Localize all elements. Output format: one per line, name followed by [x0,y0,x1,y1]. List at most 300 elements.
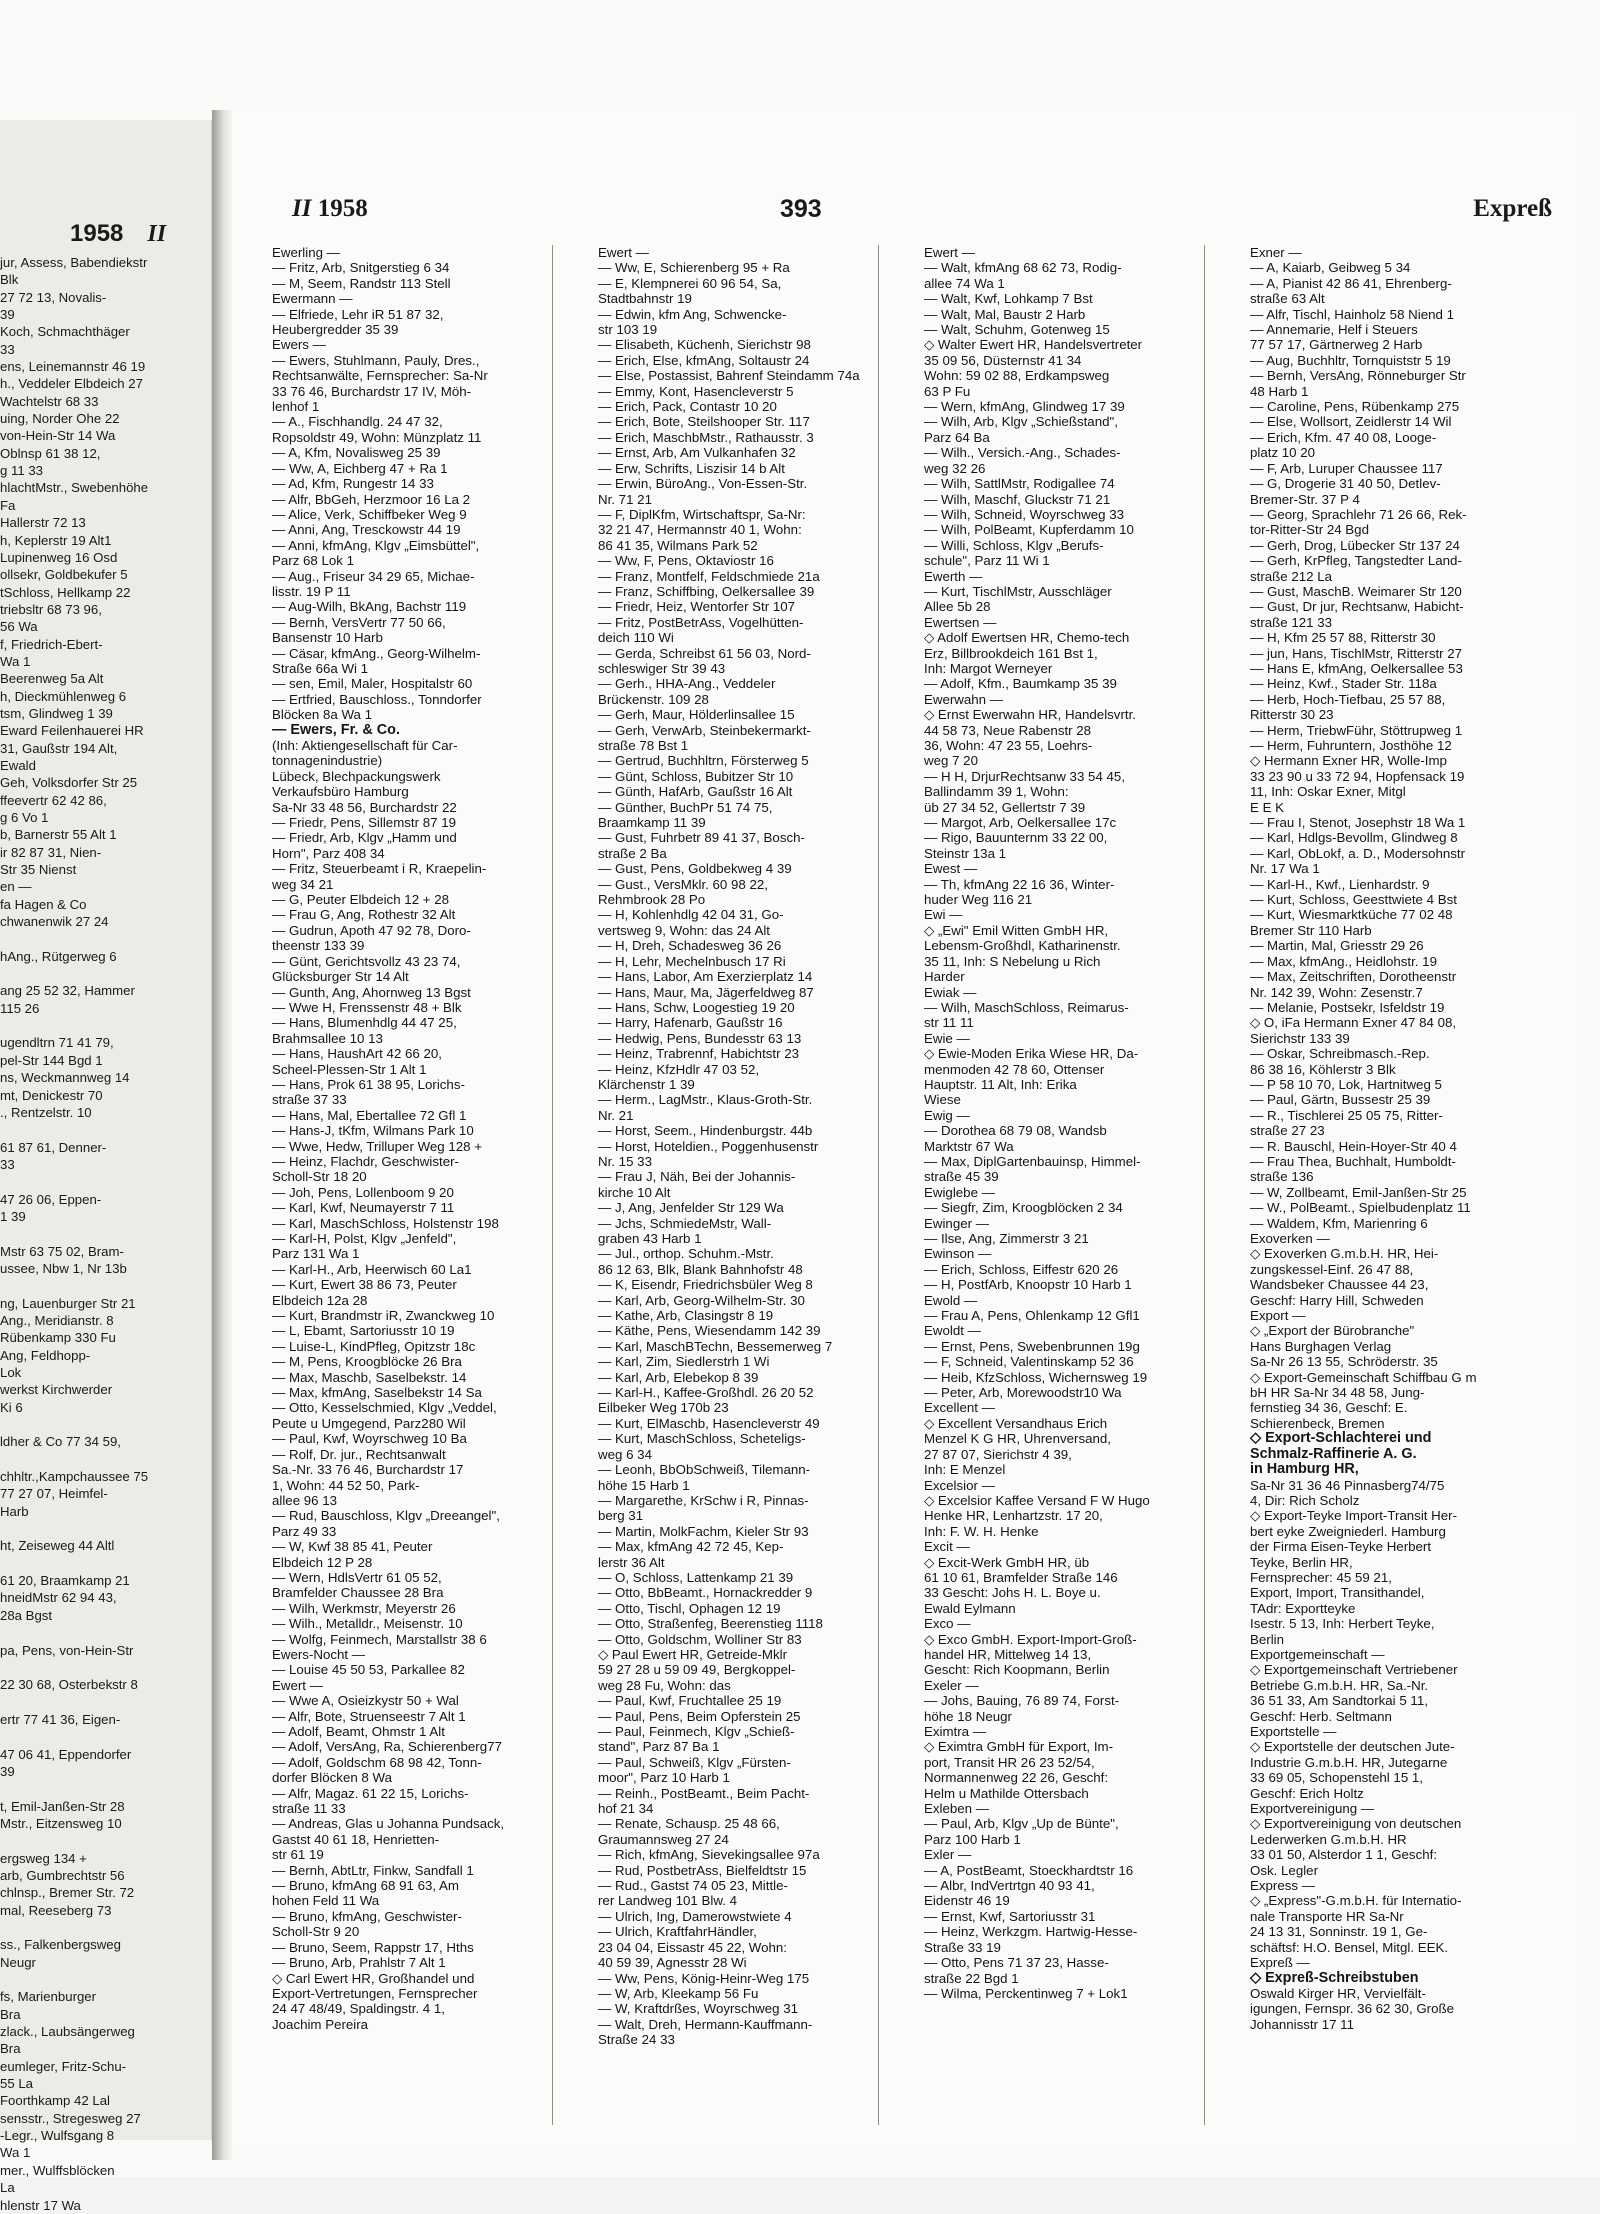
previous-page-line: Str 35 Nienst [0,862,77,878]
previous-page-line: ertr 77 41 36, Eigen- [0,1711,121,1727]
previous-page-line: pa, Pens, von-Hein-Str [0,1642,134,1658]
directory-entry-line: Elbdeich 12 P 28 [272,1554,373,1570]
previous-page-line: 27 72 13, Novalis- [0,289,107,305]
previous-page-line: mt, Denickestr 70 [0,1087,103,1103]
directory-entry-line: Steinstr 13a 1 [924,845,1007,861]
surname-heading: Excellent — [924,1400,995,1416]
directory-entry-line: schule", Parz 11 Wi 1 [924,553,1050,569]
directory-entry-line: — Heinz, Werkzgm. Hartwig-Hesse- [924,1924,1138,1940]
directory-column-3 [924,245,1210,2145]
directory-entry-line: — Edwin, kfm Ang, Schwencke- [598,306,787,322]
previous-page-line: ng, Lauenburger Str 21 [0,1295,136,1311]
directory-column-1 [272,245,558,2145]
directory-entry-line: — W., PolBeamt., Spielbudenplatz 11 [1250,1200,1471,1216]
directory-entry-line: Marktstr 67 Wa [924,1138,1014,1154]
surname-heading: Ewi — [924,907,963,923]
directory-entry-line: — Erw, Schrifts, Liszisir 14 b Alt [598,460,785,476]
directory-entry-line: — Bernh, AbtLtr, Finkw, Sandfall 1 [272,1862,474,1878]
directory-entry-line: straße 121 33 [1250,614,1333,630]
directory-entry-line: — Otto, Kesselschmied, Klgv „Veddel, [272,1400,497,1416]
directory-entry-line: — Wolfg, Feinmech, Marstallstr 38 6 [272,1631,487,1647]
directory-entry-line: Lederwerken G.m.b.H. HR [1250,1831,1407,1847]
directory-entry-line: — Fritz, PostBetrAss, Vogelhütten- [598,614,804,630]
directory-entry-line: — Günth, HafArb, Gaußstr 16 Alt [598,784,793,800]
directory-entry-line: — Margot, Arb, Oelkersallee 17c [924,815,1117,831]
directory-entry-line: — P 58 10 70, Lok, Hartnitweg 5 [1250,1076,1442,1092]
directory-entry-line: — Alfr, Magaz. 61 22 15, Lorichs- [272,1785,469,1801]
directory-entry-line: — Gudrun, Apoth 47 92 78, Doro- [272,922,471,938]
directory-entry-line: 33 69 05, Schopenstehl 15 1, [1250,1770,1423,1786]
directory-entry-line: — Wern, kfmAng, Glindweg 17 39 [924,399,1125,415]
directory-entry-line: — Aug, Buchhltr, Tornquiststr 5 19 [1250,352,1451,368]
directory-entry-line: — Gerh, Maur, Hölderlinsallee 15 [598,707,795,723]
previous-page-line: werkst Kirchwerder [0,1382,113,1398]
surname-heading: Ewold — [924,1292,978,1308]
directory-entry-line: Oswald Kirger HR, Vervielfält- [1250,1985,1426,2001]
previous-page-line [0,1919,212,1936]
directory-entry-line: Graumannsweg 27 24 [598,1831,729,1847]
previous-page-line: 77 27 07, Heimfel- [0,1486,108,1502]
directory-entry-line: rer Landweg 101 Blw. 4 [598,1893,737,1909]
surname-heading: Ewinson — [924,1246,992,1262]
directory-entry-line: — Wilh, PolBeamt, Kupferdamm 10 [924,522,1134,538]
previous-page-line: 115 26 [0,1000,40,1016]
directory-entry-line: — M, Pens, Kroogblöcke 26 Bra [272,1354,462,1370]
directory-entry-line: — Karl, Arb, Elebekop 8 39 [598,1369,759,1385]
directory-entry-line: — Wern, HdlsVertr 61 05 52, [272,1569,442,1585]
directory-entry-line: tonnagenindustrie) [272,753,383,769]
surname-heading: Ewinger — [924,1215,990,1231]
surname-heading: Eximtra — [924,1724,987,1739]
directory-entry-line: — A, Kaiarb, Geibweg 5 34 [1250,260,1411,276]
directory-entry-line: — Erich, Bote, Steilshooper Str. 117 [598,414,810,430]
previous-page-line [0,1451,212,1468]
directory-entry-line: Wandsbeker Chaussee 44 23, [1250,1277,1429,1293]
surname-heading: Ewert — [272,1677,323,1693]
previous-page-line: 61 87 61, Denner- [0,1139,107,1155]
directory-entry-line: Nr. 15 33 [598,1153,652,1169]
directory-entry-line: Henke HR, Lenhartzstr. 17 20, [924,1508,1103,1524]
directory-entry-line: — Otto, Pens 71 37 23, Hasse- [924,1955,1109,1971]
directory-entry-line: — Käthe, Pens, Wiesendamm 142 39 [598,1323,821,1339]
previous-page-line [0,1173,212,1190]
directory-entry-line: ◇ Exportgemeinschaft Vertriebener [1250,1662,1458,1678]
directory-entry-line: straße 78 Bst 1 [598,738,689,753]
previous-page-line: Eward Feilenhauerei HR [0,723,144,739]
previous-page-line: ht, Zeiseweg 44 Altl [0,1538,115,1554]
directory-entry-line: — Wilh., Versich.-Ang., Schades- [924,445,1121,461]
directory-entry-line: — Ulrich, KraftfahrHändler, [598,1924,757,1940]
surname-heading: Ewert — [598,245,649,260]
directory-entry-line: nale Transporte HR Sa-Nr [1250,1908,1404,1924]
directory-entry-line: — Paul, Gärtn, Bussestr 25 39 [1250,1092,1431,1108]
directory-entry-line: lenhof 1 [272,399,320,415]
previous-page-line: g 6 Vo 1 [0,810,49,825]
directory-entry-line: ◇ Export-Teyke Import-Transit Her- [1250,1508,1458,1524]
directory-entry-line: — Alice, Verk, Schiffbeker Weg 9 [272,506,467,522]
directory-entry-line: allee 74 Wa 1 [924,275,1005,291]
directory-entry-line: Bansenstr 10 Harb [272,630,383,646]
directory-entry-line: ◇ Ewie-Moden Erika Wiese HR, Da- [924,1046,1139,1062]
directory-entry-line: Normannenweg 22 26, Geschf: [924,1770,1109,1786]
directory-entry-line: Glücksburger Str 14 Alt [272,969,409,985]
previous-page-line: Oblnsp 61 38 12, [0,445,101,461]
previous-page-line: Rübenkamp 330 Fu [0,1330,116,1346]
previous-page-line: 1 39 [0,1208,26,1224]
directory-entry-line: — E, Klempnerei 60 96 54, Sa, [598,275,782,291]
directory-entry-line: — Fritz, Arb, Snitgerstieg 6 34 [272,260,450,276]
previous-page-line: triebsltr 68 73 96, [0,601,102,617]
directory-entry-line: — A., Fischhandlg. 24 47 32, [272,414,443,430]
directory-entry-line: Schmalz-Raffinerie A. G. [1250,1445,1417,1462]
directory-entry-line: Betriebe G.m.b.H. HR, Sa.-Nr. [1250,1677,1429,1693]
directory-entry-line: Scheel-Plessen-Str 1 Alt 1 [272,1061,427,1077]
directory-entry-line: in Hamburg HR, [1250,1461,1359,1478]
directory-entry-line: 33 23 90 u 33 72 94, Hopfensack 19 [1250,768,1465,784]
previous-page-line: 39 [0,1763,15,1779]
directory-entry-line: — Kurt, Schloss, Geesttwiete 4 Bst [1250,892,1457,908]
directory-entry-line: — Joh, Pens, Lollenboom 9 20 [272,1184,454,1200]
directory-entry-line: — Martin, Mal, Griesstr 29 26 [1250,938,1424,954]
directory-entry-line: — Kurt, Wiesmarktküche 77 02 48 [1250,907,1453,923]
directory-entry-line: — Reinh., PostBeamt., Beim Pacht- [598,1785,810,1801]
surname-heading: Ewie — [924,1030,970,1046]
previous-page-line [0,1121,212,1138]
previous-page-line [0,1555,212,1572]
directory-entry-line: 77 57 17, Gärtnerweg 2 Harb [1250,337,1423,353]
directory-entry-line: Brahmsallee 10 13 [272,1030,383,1046]
previous-page-line: mal, Reeseberg 73 [0,1902,112,1918]
previous-page-line: ss., Falkenbergsweg [0,1937,121,1953]
surname-heading: Exoverken — [1250,1231,1330,1246]
directory-entry-line: — Aug., Friseur 34 29 65, Michae- [272,568,475,584]
book-gutter [212,110,232,2160]
directory-entry-line: — Gertrud, Buchhltrn, Försterweg 5 [598,753,809,769]
directory-entry-line: weg 32 26 [924,460,986,476]
directory-entry-line: — F, DiplKfm, Wirtschaftspr, Sa-Nr: [598,506,806,522]
directory-entry-line: — R., Tischlerei 25 05 75, Ritter- [1250,1107,1443,1123]
directory-entry-line: Industrie G.m.b.H. HR, Jutegarne [1250,1754,1448,1770]
directory-column-2 [598,245,884,2145]
directory-entry-line: straße 2 Ba [598,845,667,861]
directory-entry-line: straße 22 Bgd 1 [924,1970,1019,1986]
directory-entry-line: ◇ Hermann Exner HR, Wolle-Imp [1250,753,1447,769]
directory-entry-line: — Ww, E, Schierenberg 95 + Ra [598,260,790,276]
directory-entry-line: kirche 10 Alt [598,1184,671,1200]
directory-entry-line: — Dorothea 68 79 08, Wandsb [924,1123,1107,1139]
directory-entry-line: str 103 19 [598,322,658,338]
directory-entry-line: — Johs, Bauing, 76 89 74, Forst- [924,1693,1120,1709]
directory-entry-line: — A, PostBeamt, Stoeckhardtstr 16 [924,1862,1134,1878]
directory-entry-line: ◇ O, iFa Hermann Exner 47 84 08, [1250,1015,1457,1031]
previous-page-line: pel-Str 144 Bgd 1 [0,1052,103,1068]
previous-page-line: 47 06 41, Eppendorfer [0,1746,132,1762]
directory-entry-line: zungskessel-Einf. 26 47 88, [1250,1261,1414,1277]
directory-entry-line: ◇ Walter Ewert HR, Handelsvertreter [924,337,1143,353]
directory-entry-line: Ewald Eylmann [924,1600,1016,1616]
previous-page-line: ugendltrn 71 41 79, [0,1035,114,1051]
directory-entry-line: Scholl-Str 18 20 [272,1169,367,1185]
directory-entry-line: — Renate, Schausp. 25 48 66, [598,1816,780,1832]
directory-entry-line: ◇ Exportstelle der deutschen Jute- [1250,1739,1455,1755]
directory-entry-line: ◇ Ernst Ewerwahn HR, Handelsvrtr. [924,707,1136,723]
directory-entry-line: Eidenstr 46 19 [924,1893,1010,1909]
directory-entry-line: — Paul, Arb, Klgv „Up de Bünte", [924,1816,1119,1832]
directory-entry-line: E E K [1250,799,1284,815]
previous-page-line: Hallerstr 72 13 [0,515,86,531]
directory-entry-line: ◇ Export-Schlachterei und [1250,1430,1432,1447]
previous-page-line: Beerenweg 5a Alt [0,671,104,687]
directory-entry-line: — Melanie, Postsekr, Isfeldstr 19 [1250,999,1445,1015]
directory-entry-line: — Ewers, Fr. & Co. [272,721,400,738]
directory-entry-line: 33 76 46, Burchardstr 17 IV, Möh- [272,383,472,399]
directory-entry-line: — Fritz, Steuerbeamt i R, Kraepelin- [272,861,487,877]
directory-entry-line: — Hedwig, Pens, Bundesstr 63 13 [598,1030,802,1046]
directory-entry-line: — A, Kfm, Novalisweg 25 39 [272,445,441,461]
previous-page-line [0,1659,212,1676]
directory-entry-line: 33 Gescht: Johs H. L. Boye u. [924,1585,1101,1601]
directory-column-4 [1250,245,1536,2145]
directory-entry-line: Lebensm-Großhdl, Katharinenstr. [924,938,1121,954]
directory-entry-line: ◇ Exoverken G.m.b.H. HR, Hei- [1250,1246,1439,1262]
directory-entry-line: höhe 15 Harb 1 [598,1477,690,1493]
directory-entry-line: — Max, Zeitschriften, Dorotheenstr [1250,969,1457,985]
directory-entry-line: ◇ Paul Ewert HR, Getreide-Mklr [598,1646,788,1662]
directory-entry-line: Helm u Mathilde Ottersbach [924,1785,1089,1801]
directory-entry-line: — Karl, ObLokf, a. D., Modersohnstr [1250,845,1466,861]
previous-page-line: 31, Gaußstr 194 Alt, [0,740,118,756]
previous-page-line [0,1520,212,1537]
directory-entry-line: — Max, kfmAng, Saselbekstr 14 Sa [272,1385,482,1401]
directory-entry-line: graben 43 Harb 1 [598,1231,702,1246]
surname-heading: Ewers — [272,337,326,353]
directory-entry-line: — Luise-L, KindPfleg, Opitzstr 18c [272,1338,476,1354]
previous-page-line: ns, Weckmannweg 14 [0,1070,130,1086]
directory-entry-line: ◇ Expreß-Schreibstuben [1250,1969,1419,1986]
directory-entry-line: ◇ Eximtra GmbH für Export, Im- [924,1739,1114,1755]
directory-entry-line: 27 87 07, Sierichstr 4 39, [924,1446,1072,1462]
directory-entry-line: Scholl-Str 9 20 [272,1924,360,1940]
directory-entry-line: — F, Schneid, Valentinskamp 52 36 [924,1354,1134,1370]
surname-heading: Export — [1250,1308,1306,1324]
previous-page-line: g 11 33 [0,463,44,479]
previous-page-line [0,930,212,947]
surname-heading: Ewest — [924,861,978,877]
previous-page-line: chlnsp., Bremer Str. 72 [0,1885,135,1901]
directory-entry-line: Teyke, Berlin HR, [1250,1554,1353,1570]
directory-entry-line: Sierichstr 133 39 [1250,1030,1350,1046]
previous-page-line: h, Dieckmühlenweg 6 [0,688,127,704]
directory-entry-line: Berlin [1250,1631,1284,1647]
directory-entry-line: Geschf: Herb. Seltmann [1250,1708,1392,1724]
directory-entry-line: Inh: Margot Werneyer [924,660,1053,676]
previous-page-line: 33 [0,341,15,357]
directory-entry-line: — Karl-H, Polst, Klgv „Jenfeld", [272,1231,457,1246]
directory-entry-line: — W, Kraftdrßes, Woyrschweg 31 [598,2001,799,2017]
previous-page-line: uing, Norder Ohe 22 [0,411,120,427]
directory-entry-line: — Wilh., Metalldr., Meisenstr. 10 [272,1616,463,1632]
directory-entry-line: Parz 49 33 [272,1523,337,1539]
directory-entry-line: — Bernh, VersAng, Rönneburger Str [1250,368,1466,384]
page-header-left [292,195,368,223]
directory-entry-line: — Erich, MaschbMstr., Rathausstr. 3 [598,429,814,445]
directory-entry-line: — Annemarie, Helf i Steuers [1250,322,1418,338]
directory-entry-line: — Bruno, kfmAng, Geschwister- [272,1908,462,1924]
directory-entry-line: 33 01 50, Alsterdor 1 1, Geschf: [1250,1847,1438,1863]
page-header [292,195,1552,231]
directory-entry-line: str 61 19 [272,1847,324,1863]
previous-page-line: Ewald [0,757,36,773]
directory-entry-line: 61 10 61, Bramfelder Straße 146 [924,1569,1118,1585]
directory-entry-line: — Ww, Pens, König-Heinr-Weg 175 [598,1970,810,1986]
previous-page-line: arb, Gumbrechtstr 56 [0,1867,125,1883]
directory-entry-line: Allee 5b 28 [924,599,991,615]
directory-entry-line: — Karl-H., Arb, Heerwisch 60 La1 [272,1261,472,1277]
directory-entry-line: str 11 11 [924,1015,974,1031]
previous-page-line: -Legr., Wulfsgang 8 [0,2128,115,2144]
previous-page-line: ir 82 87 31, Nien- [0,844,102,860]
directory-entry-line: — Kurt, Brandmstr iR, Zwanckweg 10 [272,1308,495,1324]
page-year: 1958 [317,195,368,222]
directory-entry-line: — Gunth, Ang, Ahornweg 13 Bgst [272,984,471,1000]
directory-entry-line: — Georg, Sprachlehr 71 26 66, Rek- [1250,506,1467,522]
directory-entry-line: (Inh: Aktiengesellschaft für Car- [272,738,458,753]
directory-entry-line: igungen, Fernspr. 36 62 30, Große [1250,2001,1455,2017]
directory-entry-line: Straße 66a Wi 1 [272,660,369,676]
directory-entry-line: straße 212 La [1250,568,1333,584]
directory-entry-line: — sen, Emil, Maler, Hospitalstr 60 [272,676,473,692]
directory-entry-line: weg 7 20 [924,753,978,769]
directory-entry-line: — Erwin, BüroAng., Von-Essen-Str. [598,476,808,492]
directory-entry-line: Parz 100 Harb 1 [924,1831,1021,1847]
directory-entry-line: — Adolf, Beamt, Ohmstr 1 Alt [272,1724,445,1739]
directory-entry-line: — Harry, Hafenarb, Gaußstr 16 [598,1015,783,1031]
directory-entry-line: Heubergredder 35 39 [272,322,399,338]
previous-page-line: b, Barnerstr 55 Alt 1 [0,827,117,843]
directory-entry-line: — Heib, KfzSchloss, Wichernsweg 19 [924,1369,1148,1385]
directory-entry-line: Inh: E Menzel [924,1462,1006,1478]
previous-page-line: ldher & Co 77 34 59, [0,1434,121,1450]
directory-entry-line: — W, Zollbeamt, Emil-Janßen-Str 25 [1250,1184,1467,1200]
directory-entry-line: menmoden 42 78 60, Ottenser [924,1061,1105,1077]
previous-page-line: fa Hagen & Co [0,896,87,912]
previous-page-line: chwanenwik 27 24 [0,914,109,930]
directory-entry-line: ◇ Excit-Werk GmbH HR, üb [924,1554,1090,1570]
directory-entry-line: — Herb, Hoch-Tiefbau, 25 57 88, [1250,691,1446,707]
directory-entry-line: — Kathe, Arb, Clasingstr 8 19 [598,1308,774,1324]
directory-entry-line: — Karl, MaschBTechn, Bessemerweg 7 [598,1338,833,1354]
directory-entry-line: — Paul, Feinmech, Klgv „Schieß- [598,1724,795,1739]
directory-entry-line: — Ulrich, Ing, Damerowstwiete 4 [598,1908,792,1924]
previous-page-line: Wa 1 [0,2145,31,2161]
directory-entry-line: — Heinz, Trabrennf, Habichtstr 23 [598,1046,800,1062]
previous-page-line [0,965,212,982]
directory-entry-line: — Alfr, Bote, Struenseestr 7 Alt 1 [272,1708,466,1724]
directory-entry-line: — A, Pianist 42 86 41, Ehrenberg- [1250,275,1452,291]
directory-entry-line: — F, Arb, Luruper Chaussee 117 [1250,460,1443,476]
directory-entry-line: Straße 33 19 [924,1939,1001,1955]
directory-entry-line: Export, Import, Transithandel, [1250,1585,1425,1601]
previous-page-line: 22 30 68, Osterbekstr 8 [0,1677,138,1693]
previous-page-line: Ki 6 [0,1399,23,1415]
directory-entry-line: Bremer-Str. 37 P 4 [1250,491,1360,507]
directory-entry-line: — Herm, TriebwFühr, Stöttrupweg 1 [1250,722,1463,738]
directory-entry-line: — Bruno, Arb, Prahlstr 7 Alt 1 [272,1955,446,1971]
directory-entry-line: ◇ Exportvereinigung von deutschen [1250,1816,1462,1832]
directory-entry-line: Eilbeker Weg 170b 23 [598,1400,729,1416]
directory-entry-line: — Herm, Fuhruntern, Josthöhe 12 [1250,738,1452,753]
directory-entry-line: Gastst 40 61 18, Henrietten- [272,1831,440,1847]
directory-entry-line: Bramfelder Chaussee 28 Bra [272,1585,444,1601]
directory-entry-line: — Frau G, Ang, Rothestr 32 Alt [272,907,456,923]
page-numeral: II [292,195,312,222]
directory-entry-line: — Otto, Goldschm, Wolliner Str 83 [598,1631,802,1647]
directory-entry-line: Export-Vertretungen, Fernsprecher [272,1985,478,2001]
directory-entry-line: — Franz, Schiffbing, Oelkersallee 39 [598,583,815,599]
surname-heading: Exler — [924,1847,972,1863]
directory-entry-line: — Aug-Wilh, BkAng, Bachstr 119 [272,599,467,615]
directory-entry-line: — Gerh, VerwArb, Steinbekermarkt- [598,722,811,738]
directory-entry-line: — Karl-H., Kaffee-Großhdl. 26 20 52 [598,1385,814,1401]
directory-entry-line: Peute u Umgegend, Parz280 Wil [272,1415,466,1431]
directory-entry-line: — Heinz, Kwf., Stader Str. 118a [1250,676,1437,692]
directory-entry-line: — Gerda, Schreibst 61 56 03, Nord- [598,645,811,661]
directory-entry-line: — Kurt, MaschSchloss, Scheteligs- [598,1431,806,1447]
directory-entry-line: — Wilh, Schneid, Woyrschweg 33 [924,506,1125,522]
directory-entry-line: theenstr 133 39 [272,938,365,954]
directory-entry-line: schäftsf: H.O. Bensel, Mitgl. EEK. [1250,1939,1449,1955]
directory-entry-line: Osk. Legler [1250,1862,1318,1878]
previous-page-line: Blk [0,272,19,288]
previous-page-line: ang 25 52 32, Hammer [0,983,135,999]
directory-entry-line: — Friedr, Arb, Klgv „Hamm und [272,830,457,846]
directory-entry-line: Ropsoldstr 49, Wohn: Münzplatz 11 [272,429,482,445]
directory-entry-line: — Ww, F, Pens, Oktaviostr 16 [598,553,774,569]
directory-entry-line: ◇ Adolf Ewertsen HR, Chemo-tech [924,630,1130,646]
directory-entry-line: — Caroline, Pens, Rübenkamp 275 [1250,399,1460,415]
previous-page-line: Wa 1 [0,653,31,669]
directory-entry-line: — Andreas, Glas u Johanna Pundsack, [272,1816,505,1832]
previous-page-line: ens, Leinemannstr 46 19 [0,359,146,375]
directory-entry-line: Brückenstr. 109 28 [598,691,709,707]
directory-entry-line: — Anni, kfmAng, Klgv „Eimsbüttel", [272,537,480,553]
directory-entry-line: — J, Ang, Jenfelder Str 129 Wa [598,1200,784,1216]
previous-page-line: hAng., Rütgerweg 6 [0,948,117,964]
directory-entry-line: Wiese [924,1092,961,1108]
surname-heading: Excelsior — [924,1477,995,1493]
directory-entry-line: — Hans, Mal, Ebertallee 72 Gfl 1 [272,1107,467,1123]
previous-page-line: sensstr., Stregesweg 27 [0,2110,141,2126]
previous-page-line: La [0,2180,15,2196]
previous-page-year: 1958 [70,220,124,247]
directory-entry-line: — Gust, Pens, Goldbekweg 4 39 [598,861,792,877]
directory-entry-line: — jun, Hans, TischlMstr, Ritterstr 27 [1250,645,1463,661]
directory-entry-line: — Friedr, Heiz, Wentorfer Str 107 [598,599,796,615]
previous-page-line [0,1225,212,1242]
directory-entry-line: — H, Dreh, Schadesweg 36 26 [598,938,782,954]
previous-page-line: chhltr.,Kampchaussee 75 [0,1469,149,1485]
directory-entry-line: — Erich, Else, kfmAng, Soltaustr 24 [598,352,810,368]
directory-entry-line: port, Transit HR 26 23 52/54, [924,1754,1095,1770]
previous-page-line: 55 La [0,2076,34,2092]
directory-entry-line: — R. Bauschl, Hein-Hoyer-Str 40 4 [1250,1138,1457,1154]
directory-entry-line: — Hans, Maur, Ma, Jägerfeldweg 87 [598,984,814,1000]
previous-page-line: Mstr 63 75 02, Bram- [0,1243,124,1259]
directory-entry-line: — Wilma, Perckentinweg 7 + Lok1 [924,1985,1128,2001]
directory-entry-line: — W, Arb, Kleekamp 56 Fu [598,1985,759,2001]
directory-entry-line: fernstieg 34 36, Geschf: E. [1250,1400,1408,1416]
surname-heading: Ewerling — [272,245,340,260]
